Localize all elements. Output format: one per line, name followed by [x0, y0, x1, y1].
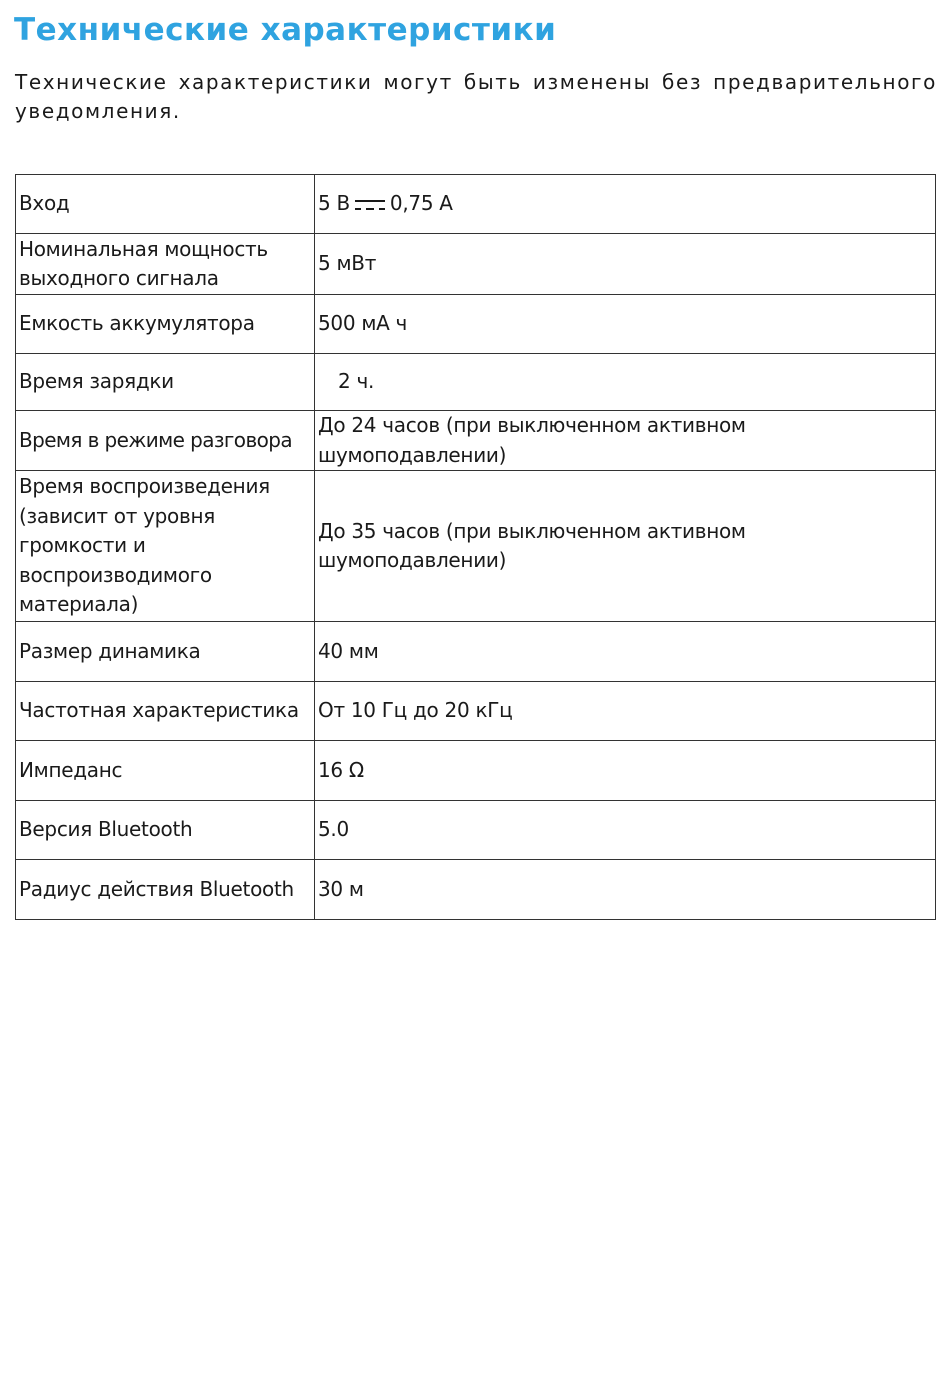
spec-name: Версия Bluetooth: [16, 801, 315, 860]
table-row: [16, 682, 936, 741]
spec-name: Номинальная мощность выходного сигнала: [16, 234, 315, 295]
table-row: [16, 471, 936, 622]
spec-name: Время воспроизведения (зависит от уровня громкости и воспроизводимого материала): [16, 471, 315, 622]
dc-current-icon: [354, 198, 386, 212]
spec-name: Вход: [16, 175, 315, 234]
spec-value: От 10 Гц до 20 кГц: [315, 682, 936, 741]
spec-name: Частотная характеристика: [16, 682, 315, 741]
spec-value: 5 мВт: [315, 234, 936, 295]
spec-value-current: 0,75 А: [389, 191, 453, 216]
table-row: [16, 411, 936, 471]
spec-table: [15, 174, 936, 920]
spec-name: Размер динамика: [16, 622, 315, 682]
spec-name: Емкость аккумулятора: [16, 295, 315, 354]
spec-name: Время в режиме разговора: [16, 411, 315, 471]
table-row: [16, 234, 936, 295]
spec-value: 30 м: [315, 860, 936, 920]
spec-value: До 24 часов (при выключенном активном шумоподавлении): [315, 411, 936, 471]
spec-name: Импеданс: [16, 741, 315, 801]
spec-name: Время зарядки: [16, 354, 315, 411]
spec-value: 40 мм: [315, 622, 936, 682]
table-row: [16, 860, 936, 920]
spec-value: До 35 часов (при выключенном активном шумоподавлении): [315, 471, 936, 622]
table-row: [16, 354, 936, 411]
spec-name: Радиус действия Bluetooth: [16, 860, 315, 920]
spec-value: [315, 175, 936, 234]
table-row: [16, 741, 936, 801]
table-row: [16, 175, 936, 234]
table-row: [16, 622, 936, 682]
table-row: [16, 801, 936, 860]
spec-value: 5.0: [315, 801, 936, 860]
page-title: Технические характеристики: [14, 12, 557, 48]
page-subtitle: Технические характеристики могут быть изменены без предварительного уведомления.: [15, 70, 937, 123]
spec-value: [315, 354, 936, 411]
spec-value: 16 Ω: [315, 741, 936, 801]
spec-value: 500 мА ч: [315, 295, 936, 354]
table-row: [16, 295, 936, 354]
spec-value-voltage: 5 В: [318, 191, 350, 216]
spec-value-text: 2 ч.: [338, 369, 375, 394]
